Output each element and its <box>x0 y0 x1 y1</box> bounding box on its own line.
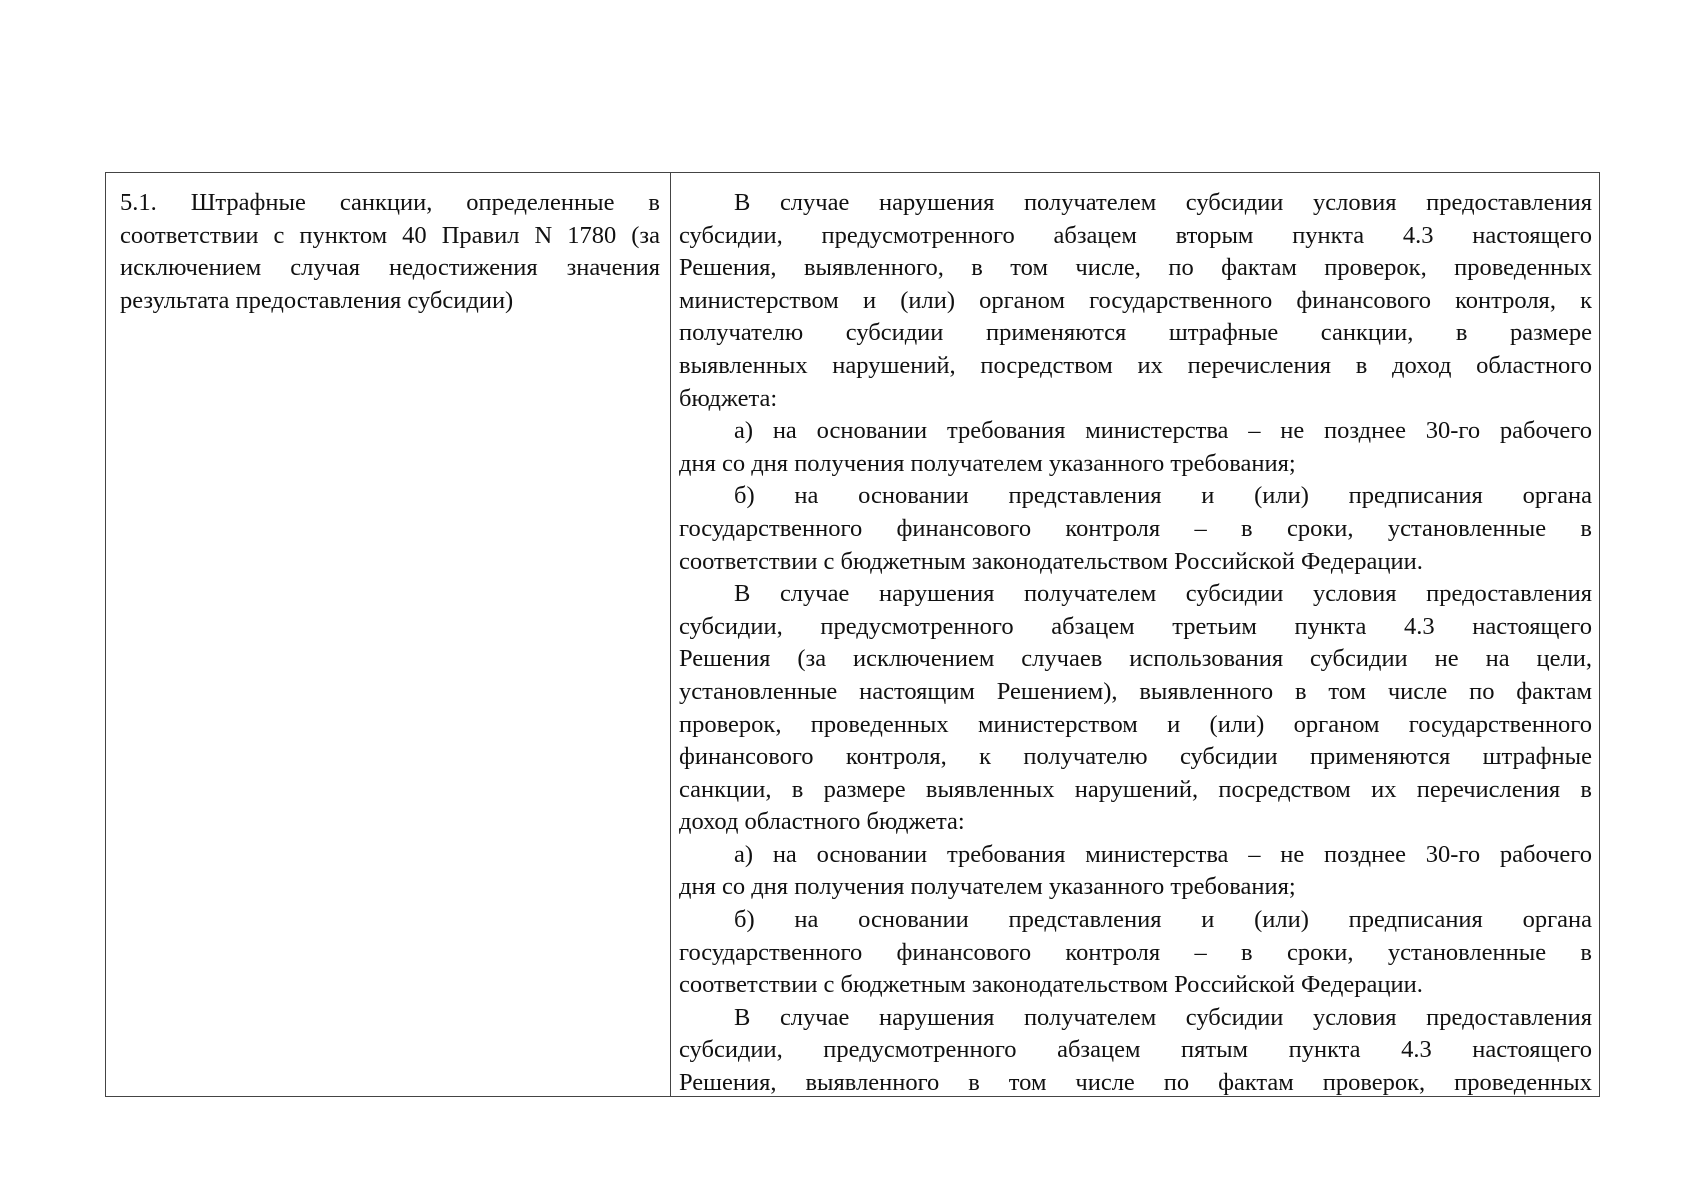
paragraph-line: дня со дня получения получателем указанного требования; <box>679 449 1296 477</box>
paragraph <box>679 480 1592 578</box>
paragraph-line: б) на основании представления и (или) предписания органа <box>734 482 1592 510</box>
paragraph-line: а) на основании требования министерства – не позднее 30-го рабочего <box>734 417 1592 445</box>
left-cell-line: исключением случая недостижения значения <box>120 254 660 282</box>
paragraph-line: выявленных нарушений, посредством их перечисления в доход областного <box>679 351 1592 379</box>
left-cell <box>120 187 660 317</box>
paragraph-line: финансового контроля, к получателю субсидии применяются штрафные <box>679 743 1592 771</box>
column-divider <box>670 173 671 1096</box>
paragraph-line: бюджета: <box>679 384 778 412</box>
left-cell-line: соответствии с пунктом 40 Правил N 1780 (за <box>120 221 660 249</box>
paragraph-line: Решения, выявленного в том числе по фактам проверок, проведенных <box>679 1069 1592 1097</box>
paragraph <box>679 578 1592 839</box>
paragraph-line: соответствии с бюджетным законодательством Российской Федерации. <box>679 547 1423 575</box>
paragraph-line: проверок, проведенных министерством и (или) органом государственного <box>679 710 1592 738</box>
paragraph-line: б) на основании представления и (или) предписания органа <box>734 906 1592 934</box>
paragraph-line: Решения, выявленного, в том числе, по фактам проверок, проведенных <box>679 254 1592 282</box>
paragraph-line: субсидии, предусмотренного абзацем вторым пункта 4.3 настоящего <box>679 221 1592 249</box>
paragraph-line: государственного финансового контроля – в сроки, установленные в <box>679 514 1592 542</box>
left-cell-line: 5.1. Штрафные санкции, определенные в <box>120 189 660 216</box>
paragraph-line: субсидии, предусмотренного абзацем третьим пункта 4.3 настоящего <box>679 612 1592 640</box>
document-table <box>105 172 1600 1097</box>
paragraph-line: а) на основании требования министерства – не позднее 30-го рабочего <box>734 840 1592 868</box>
paragraph-line: дня со дня получения получателем указанного требования; <box>679 873 1296 901</box>
paragraph <box>679 187 1592 415</box>
paragraph-line: В случае нарушения получателем субсидии условия предоставления <box>734 580 1592 608</box>
paragraph-line: В случае нарушения получателем субсидии условия предоставления <box>734 1003 1592 1031</box>
paragraph-line: санкции, в размере выявленных нарушений, посредством их перечисления в <box>679 775 1592 803</box>
paragraph-line: государственного финансового контроля – в сроки, установленные в <box>679 938 1592 966</box>
paragraph <box>679 904 1592 1002</box>
paragraph <box>679 1002 1592 1100</box>
paragraph-line: соответствии с бюджетным законодательством Российской Федерации. <box>679 971 1423 999</box>
paragraph-line: Решения (за исключением случаев использования субсидии не на цели, <box>679 645 1592 673</box>
paragraph <box>679 839 1592 904</box>
paragraph-line: субсидии, предусмотренного абзацем пятым пункта 4.3 настоящего <box>679 1036 1592 1064</box>
right-cell <box>679 187 1592 1100</box>
paragraph-line: министерством и (или) органом государственного финансового контроля, к <box>679 286 1592 314</box>
paragraph-line: В случае нарушения получателем субсидии условия предоставления <box>734 189 1592 216</box>
paragraph-line: установленные настоящим Решением), выявленного в том числе по фактам <box>679 677 1592 705</box>
paragraph-line: получателю субсидии применяются штрафные санкции, в размере <box>679 319 1592 347</box>
left-cell-line: результата предоставления субсидии) <box>120 286 514 314</box>
paragraph-line: доход областного бюджета: <box>679 808 965 836</box>
paragraph <box>679 415 1592 480</box>
